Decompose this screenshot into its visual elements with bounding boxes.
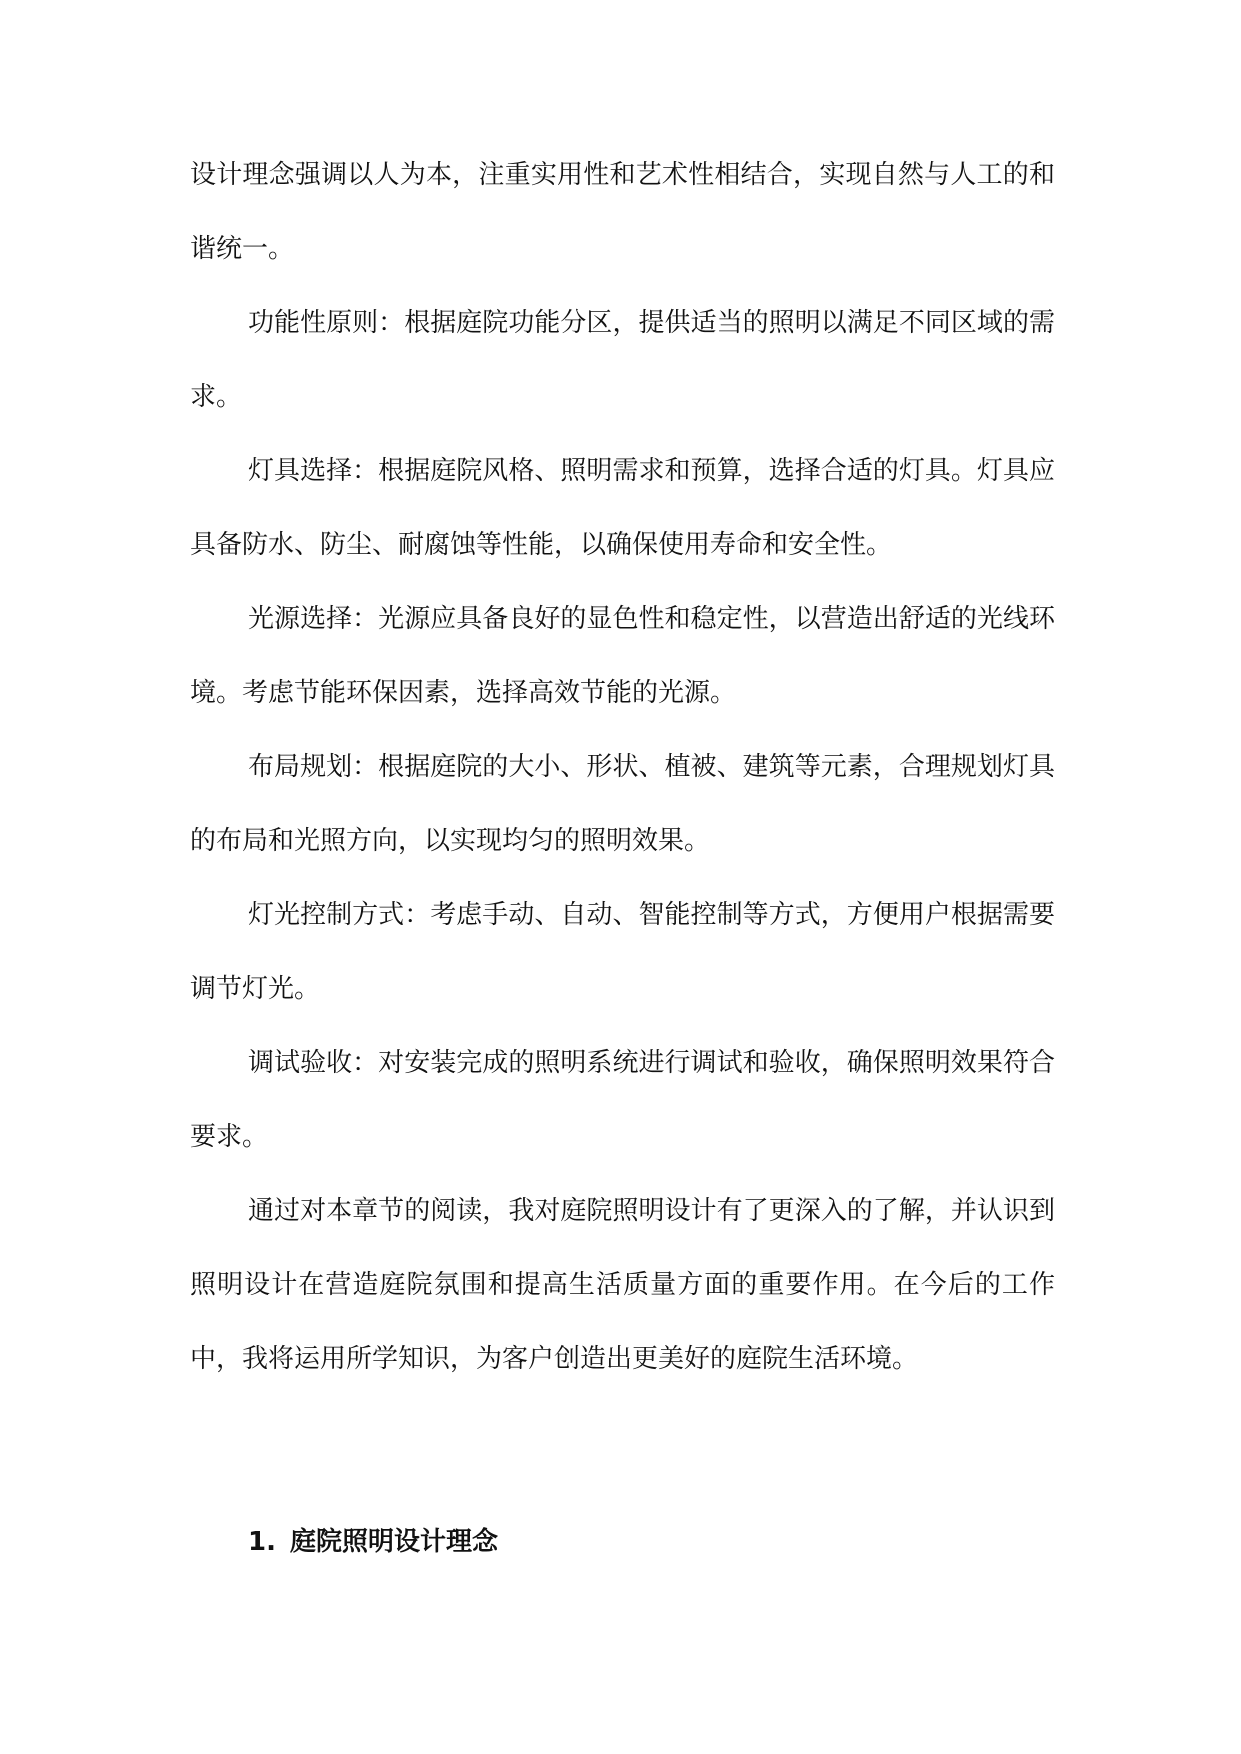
paragraph-fixture-selection: 灯具选择：根据庭院风格、照明需求和预算，选择合适的灯具。灯具应具备防水、防尘、耐腐蚀等性能，以确保使用寿命和安全性。 [190,456,1055,560]
section-heading [248,1520,498,1564]
paragraph-commissioning: 调试验收：对安装完成的照明系统进行调试和验收，确保照明效果符合要求。 [190,1048,1055,1152]
paragraph-light-source-selection: 光源选择：光源应具备良好的显色性和稳定性，以营造出舒适的光线环境。考虑节能环保因素，选择高效节能的光源。 [190,604,1055,708]
paragraph-conclusion: 通过对本章节的阅读，我对庭院照明设计有了更深入的了解，并认识到照明设计在营造庭院氛围和提高生活质量方面的重要作用。在今后的工作中，我将运用所学知识，为客户创造出更美好的庭院生活环境。 [190,1196,1055,1374]
section-heading-text: 庭院照明设计理念 [290,1527,499,1557]
paragraph-design-concept: 设计理念强调以人为本，注重实用性和艺术性相结合，实现自然与人工的和谐统一。 [190,160,1055,264]
section-heading-number: 1. [248,1527,276,1557]
paragraph-layout-planning: 布局规划：根据庭院的大小、形状、植被、建筑等元素，合理规划灯具的布局和光照方向，以实现均匀的照明效果。 [190,752,1055,856]
paragraph-lighting-control: 灯光控制方式：考虑手动、自动、智能控制等方式，方便用户根据需要调节灯光。 [190,900,1055,1004]
paragraph-functional-principle: 功能性原则：根据庭院功能分区，提供适当的照明以满足不同区域的需求。 [190,308,1055,412]
